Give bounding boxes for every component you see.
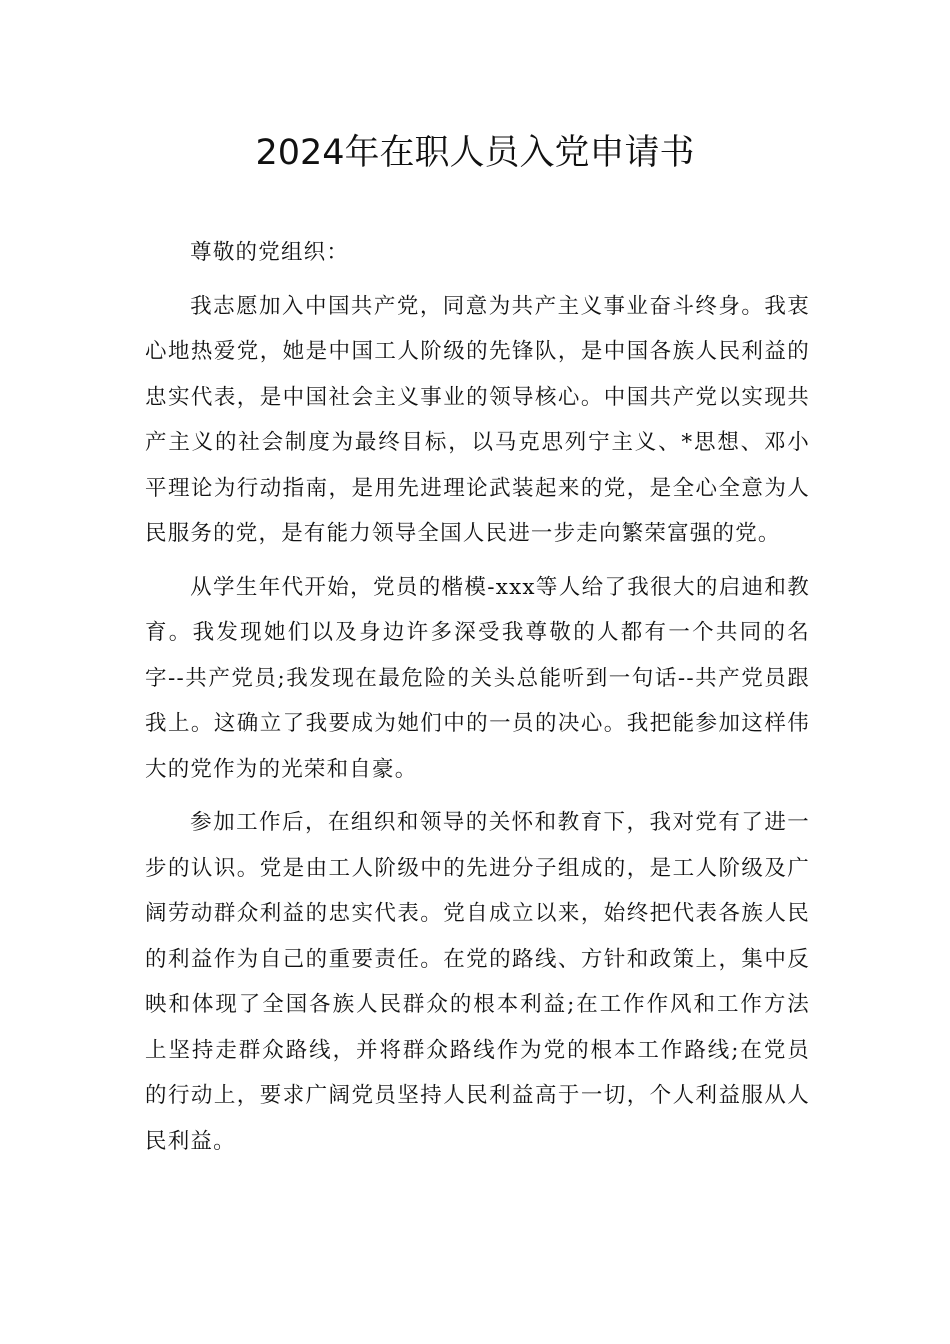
document-title: 2024年在职人员入党申请书: [255, 133, 695, 173]
paragraph-2: 从学生年代开始，党员的楷模-xxx等人给了我很大的启迪和教育。我发现她们以及身边许多深受我尊敬的人都有一个共同的名字--共产党员;我发现在最危险的关头总能听到一句话--共产党员跟我上。这确立了我要成为她们中的一员的决心。我把能参加这样伟大的党作为的光荣和自豪。: [145, 574, 810, 782]
document-body: [145, 230, 810, 1172]
salutation: 尊敬的党组织：: [190, 240, 350, 265]
paragraph-3: 参加工作后，在组织和领导的关怀和教育下，我对党有了进一步的认识。党是由工人阶级中的先进分子组成的，是工人阶级及广阔劳动群众利益的忠实代表。党自成立以来，始终把代表各族人民的利益作为自己的重要责任。在党的路线、方针和政策上，集中反映和体现了全国各族人民群众的根本利益;在工作作风和工作方法上坚持走群众路线，并将群众路线作为党的根本工作路线;在党员的行动上，要求广阔党员坚持人民利益高于一切，个人利益服从人民利益。: [145, 810, 810, 1154]
paragraph-1: 我志愿加入中国共产党，同意为共产主义事业奋斗终身。我衷心地热爱党，她是中国工人阶级的先锋队，是中国各族人民利益的忠实代表，是中国社会主义事业的领导核心。中国共产党以实现共产主义的社会制度为最终目标，以马克思列宁主义、*思想、邓小平理论为行动指南，是用先进理论武装起来的党，是全心全意为人民服务的党，是有能力领导全国人民进一步走向繁荣富强的党。: [145, 293, 810, 546]
